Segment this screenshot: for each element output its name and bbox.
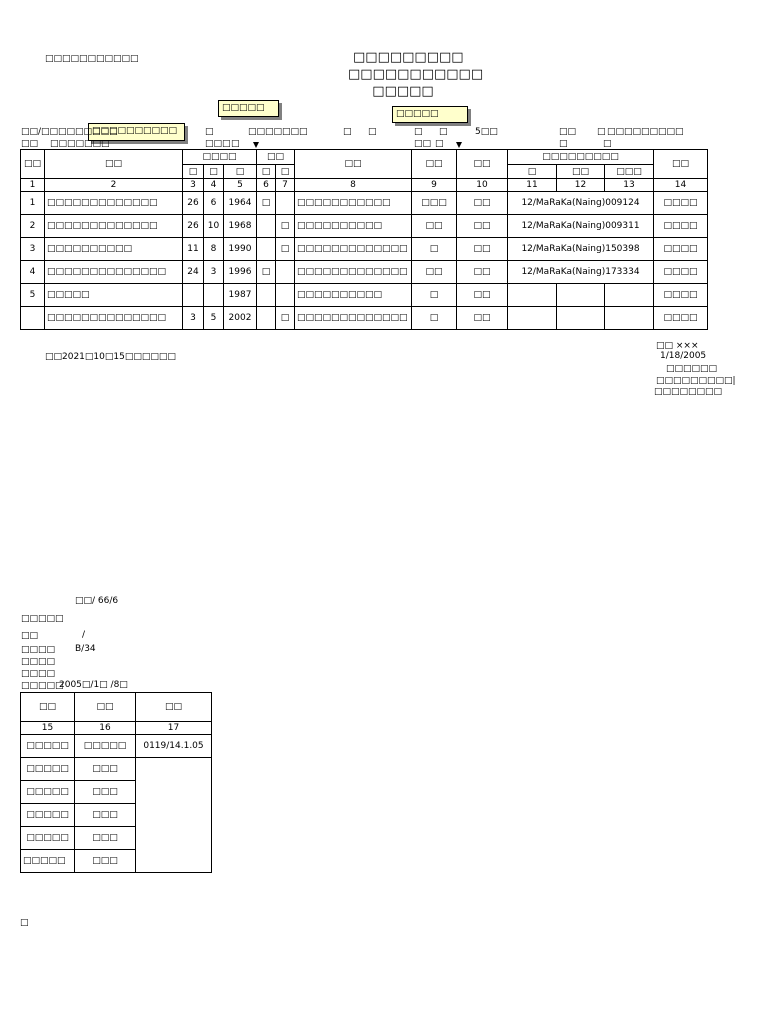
education-cell: □□ xyxy=(412,215,457,238)
birth-day-cell: 3 xyxy=(183,307,204,330)
title-line-3: □□□□□ xyxy=(372,84,434,99)
occupation-cell: □□ xyxy=(457,192,508,215)
gender-f-cell xyxy=(276,261,295,284)
row-number-cell: 1 xyxy=(21,192,45,215)
comment-note-1[interactable]: □□□□□ xyxy=(218,100,279,117)
info-row2-h: □ xyxy=(603,139,612,149)
id-number-cell xyxy=(605,307,654,330)
header-birth-month: □ xyxy=(204,165,224,179)
birth-month-cell: 6 xyxy=(204,192,224,215)
remarks-cell: □□□□ xyxy=(654,192,708,215)
col-number: 6 xyxy=(257,179,276,192)
col-number: 8 xyxy=(295,179,412,192)
name-cell: □□□□□□□□□□□□□ xyxy=(45,215,183,238)
approval-number-row xyxy=(21,722,212,735)
approval-cell-a: □□□□□ xyxy=(21,758,75,781)
occupation-cell: □□ xyxy=(457,307,508,330)
info-row1-h: 5□□ xyxy=(475,127,498,137)
approval-cell-b: □□□□□ xyxy=(75,735,136,758)
birth-month-cell xyxy=(204,284,224,307)
approval-header: □□ xyxy=(21,693,75,722)
id-number-cell xyxy=(605,284,654,307)
header-gender-f: □ xyxy=(276,165,295,179)
birth-day-cell: 11 xyxy=(183,238,204,261)
section2-line4-value: B/34 xyxy=(75,644,96,654)
col-number: 3 xyxy=(183,179,204,192)
header-id-group: □□□□□□□□□ xyxy=(508,150,654,165)
gender-m-cell: □ xyxy=(257,261,276,284)
info-row2-e: □□ xyxy=(414,139,432,149)
header-col-10: □□ xyxy=(457,150,508,179)
approval-cell-b: □□□ xyxy=(75,781,136,804)
birth-month-cell: 10 xyxy=(204,215,224,238)
comment-note-2[interactable]: □□□□□ xyxy=(392,106,468,123)
info-row1-g: □ xyxy=(439,127,448,137)
col-number: 1 xyxy=(21,179,45,192)
gender-m-cell xyxy=(257,307,276,330)
col-number: 13 xyxy=(605,179,654,192)
gender-f-cell: □ xyxy=(276,238,295,261)
info-row1-i: □□ xyxy=(559,127,577,137)
table-header-row-1 xyxy=(21,150,708,165)
section2-line1-value: / 66/6 xyxy=(92,596,119,606)
approval-cell-b: □□□ xyxy=(75,827,136,850)
header-birth-year: □ xyxy=(224,165,257,179)
col-number: 7 xyxy=(276,179,295,192)
gender-m-cell: □ xyxy=(257,192,276,215)
remarks-cell: □□□□ xyxy=(654,238,708,261)
info-row2-g: □ xyxy=(559,139,568,149)
id-number-cell xyxy=(557,307,605,330)
section2-line6: □□□□ xyxy=(21,669,56,679)
info-row2-c: □□□ xyxy=(205,139,231,149)
col-number: 15 xyxy=(21,722,75,735)
birth-year-cell: 1996 xyxy=(224,261,257,284)
name-cell: □□□□□□□□□□ xyxy=(45,238,183,261)
row-number-cell: 2 xyxy=(21,215,45,238)
col-number: 4 xyxy=(204,179,224,192)
approval-cell-a: □□□□□ xyxy=(21,735,75,758)
remarks-cell: □□□□ xyxy=(654,307,708,330)
id-number-cell: 12/MaRaKa(Naing)009124 xyxy=(508,192,654,215)
info-row2-b: □□□□□□□ xyxy=(50,139,110,149)
birth-day-cell: 26 xyxy=(183,192,204,215)
gender-m-cell xyxy=(257,284,276,307)
info-row2-f: □ xyxy=(435,139,444,149)
col-number: 11 xyxy=(508,179,557,192)
relation-cell: □□□□□□□□□□ xyxy=(295,215,412,238)
col-number: 10 xyxy=(457,179,508,192)
title-line-1: □□□□□□□□□ xyxy=(353,50,464,65)
name-cell: □□□□□□□□□□□□□□ xyxy=(45,307,183,330)
education-cell: □□□ xyxy=(412,192,457,215)
approval-header-row xyxy=(21,693,212,722)
approval-cell-c: 0119/14.1.05 xyxy=(136,735,212,758)
id-number-cell xyxy=(508,284,557,307)
table-number-row xyxy=(21,179,708,192)
id-number-cell: 12/MaRaKa(Naing)009311 xyxy=(508,215,654,238)
header-gender-m: □ xyxy=(257,165,276,179)
info-row1-f: □ xyxy=(414,127,423,137)
gender-f-cell xyxy=(276,284,295,307)
name-cell: □□□□□ xyxy=(45,284,183,307)
info-row1-e: □ xyxy=(368,127,377,137)
gender-f-cell: □ xyxy=(276,215,295,238)
relation-cell: □□□□□□□□□□□□□ xyxy=(295,238,412,261)
section2-line1-label: □□ xyxy=(75,596,93,606)
col-number: 5 xyxy=(224,179,257,192)
birth-month-cell: 8 xyxy=(204,238,224,261)
header-id-c: □□□ xyxy=(605,165,654,179)
info-row1-j: □ xyxy=(597,127,606,137)
approval-cell-a: □□□□□ xyxy=(21,804,75,827)
relation-cell: □□□□□□□□□□ xyxy=(295,284,412,307)
header-col-8: □□ xyxy=(295,150,412,179)
table-row xyxy=(21,238,708,261)
signature-line-2: 1/18/2005 xyxy=(660,351,707,361)
section2-line5: □□□□ xyxy=(21,657,56,667)
row-number-cell xyxy=(21,307,45,330)
approval-cell-b: □□□ xyxy=(75,804,136,827)
comment-arrow-1 xyxy=(253,142,259,148)
approval-row xyxy=(21,758,212,781)
birth-year-cell: 2002 xyxy=(224,307,257,330)
table-row xyxy=(21,284,708,307)
relation-cell: □□□□□□□□□□□ xyxy=(295,192,412,215)
education-cell: □ xyxy=(412,238,457,261)
row-number-cell: 5 xyxy=(21,284,45,307)
relation-cell: □□□□□□□□□□□□□ xyxy=(295,307,412,330)
id-number-cell: 12/MaRaKa(Naing)150398 xyxy=(508,238,654,261)
gender-f-cell xyxy=(276,192,295,215)
birth-year-cell: 1964 xyxy=(224,192,257,215)
approval-cell-a: □□□□□ xyxy=(21,781,75,804)
signature-line-1: □□ ××× xyxy=(656,341,699,351)
section2-line7-label: □□□□□ xyxy=(21,681,64,691)
approval-table xyxy=(20,692,212,873)
occupation-cell: □□ xyxy=(457,238,508,261)
education-cell: □ xyxy=(412,307,457,330)
approval-cell-b: □□□ xyxy=(75,758,136,781)
comment-arrow-2 xyxy=(456,142,462,148)
info-row1-a: □□/□□□□□□□□□ xyxy=(21,127,118,137)
gender-m-cell xyxy=(257,215,276,238)
id-number-cell: 12/MaRaKa(Naing)173334 xyxy=(508,261,654,284)
remarks-cell: □□□□ xyxy=(654,215,708,238)
info-row2-d: □ xyxy=(231,139,240,149)
approval-cell-c-merged xyxy=(136,758,212,873)
gender-m-cell xyxy=(257,238,276,261)
col-number: 2 xyxy=(45,179,183,192)
section2-line3-value: / xyxy=(82,630,86,640)
occupation-cell: □□ xyxy=(457,215,508,238)
table-row xyxy=(21,192,708,215)
name-cell: □□□□□□□□□□□□□□ xyxy=(45,261,183,284)
approval-cell-a: □□□□□ xyxy=(21,850,75,873)
section2-line7-value: 2005□/1□ /8□ xyxy=(59,680,128,690)
col-number: 14 xyxy=(654,179,708,192)
birth-month-cell: 3 xyxy=(204,261,224,284)
remarks-cell: □□□□ xyxy=(654,284,708,307)
table-row xyxy=(21,307,708,330)
signature-line-4: □□□□□□□□□| xyxy=(656,376,736,386)
title-line-2: □□□□□□□□□□□ xyxy=(348,67,484,82)
header-gender-group: □□ xyxy=(257,150,295,165)
id-number-cell xyxy=(508,307,557,330)
header-col-2: □□ xyxy=(45,150,183,179)
header-col-14: □□ xyxy=(654,150,708,179)
signature-line-3: □□□□□□ xyxy=(666,364,718,374)
birth-month-cell: 5 xyxy=(204,307,224,330)
birth-day-cell xyxy=(183,284,204,307)
header-birth-day: □ xyxy=(183,165,204,179)
info-row1-k: □□□□□□□□□ xyxy=(607,127,684,137)
table-row xyxy=(21,215,708,238)
approval-cell-a: □□□□□ xyxy=(21,827,75,850)
relation-cell: □□□□□□□□□□□□□ xyxy=(295,261,412,284)
education-cell: □□ xyxy=(412,261,457,284)
birth-year-cell: 1968 xyxy=(224,215,257,238)
col-number: 17 xyxy=(136,722,212,735)
header-id-a: □ xyxy=(508,165,557,179)
birth-year-cell: 1987 xyxy=(224,284,257,307)
occupation-cell: □□ xyxy=(457,261,508,284)
approval-header: □□ xyxy=(75,693,136,722)
id-number-cell xyxy=(557,284,605,307)
header-birth-group: □□□□ xyxy=(183,150,257,165)
header-col-1: □□ xyxy=(21,150,45,179)
gender-f-cell: □ xyxy=(276,307,295,330)
info-row2-a: □□ xyxy=(21,139,39,149)
row-number-cell: 4 xyxy=(21,261,45,284)
birth-day-cell: 26 xyxy=(183,215,204,238)
name-cell: □□□□□□□□□□□□□ xyxy=(45,192,183,215)
bottom-mark: □ xyxy=(20,918,29,928)
approval-row xyxy=(21,735,212,758)
section2-line4-label: □□□□ xyxy=(21,645,56,655)
col-number: 16 xyxy=(75,722,136,735)
household-table xyxy=(20,149,708,330)
occupation-cell: □□ xyxy=(457,284,508,307)
header-col-9: □□ xyxy=(412,150,457,179)
section2-line3-label: □□ xyxy=(21,631,39,641)
table-row xyxy=(21,261,708,284)
remarks-cell: □□□□ xyxy=(654,261,708,284)
birth-year-cell: 1990 xyxy=(224,238,257,261)
row-number-cell: 3 xyxy=(21,238,45,261)
comment-note-3[interactable]: □□□□□□□□□□ xyxy=(88,123,185,141)
info-row1-b: □ xyxy=(205,127,214,137)
approval-cell-b: □□□ xyxy=(75,850,136,873)
header-id-b: □□ xyxy=(557,165,605,179)
signature-line-5: □□□□□□□□ xyxy=(654,387,723,397)
education-cell: □ xyxy=(412,284,457,307)
info-row1-c: □□□□□□□ xyxy=(248,127,308,137)
section2-line2: □□□□□ xyxy=(21,614,64,624)
footer-date: □□2021□10□15□□□□□□ xyxy=(45,352,176,362)
info-row1-d: □ xyxy=(343,127,352,137)
approval-header: □□ xyxy=(136,693,212,722)
col-number: 9 xyxy=(412,179,457,192)
header-top-left: □□□□□□□□□□□ xyxy=(45,54,139,64)
birth-day-cell: 24 xyxy=(183,261,204,284)
col-number: 12 xyxy=(557,179,605,192)
